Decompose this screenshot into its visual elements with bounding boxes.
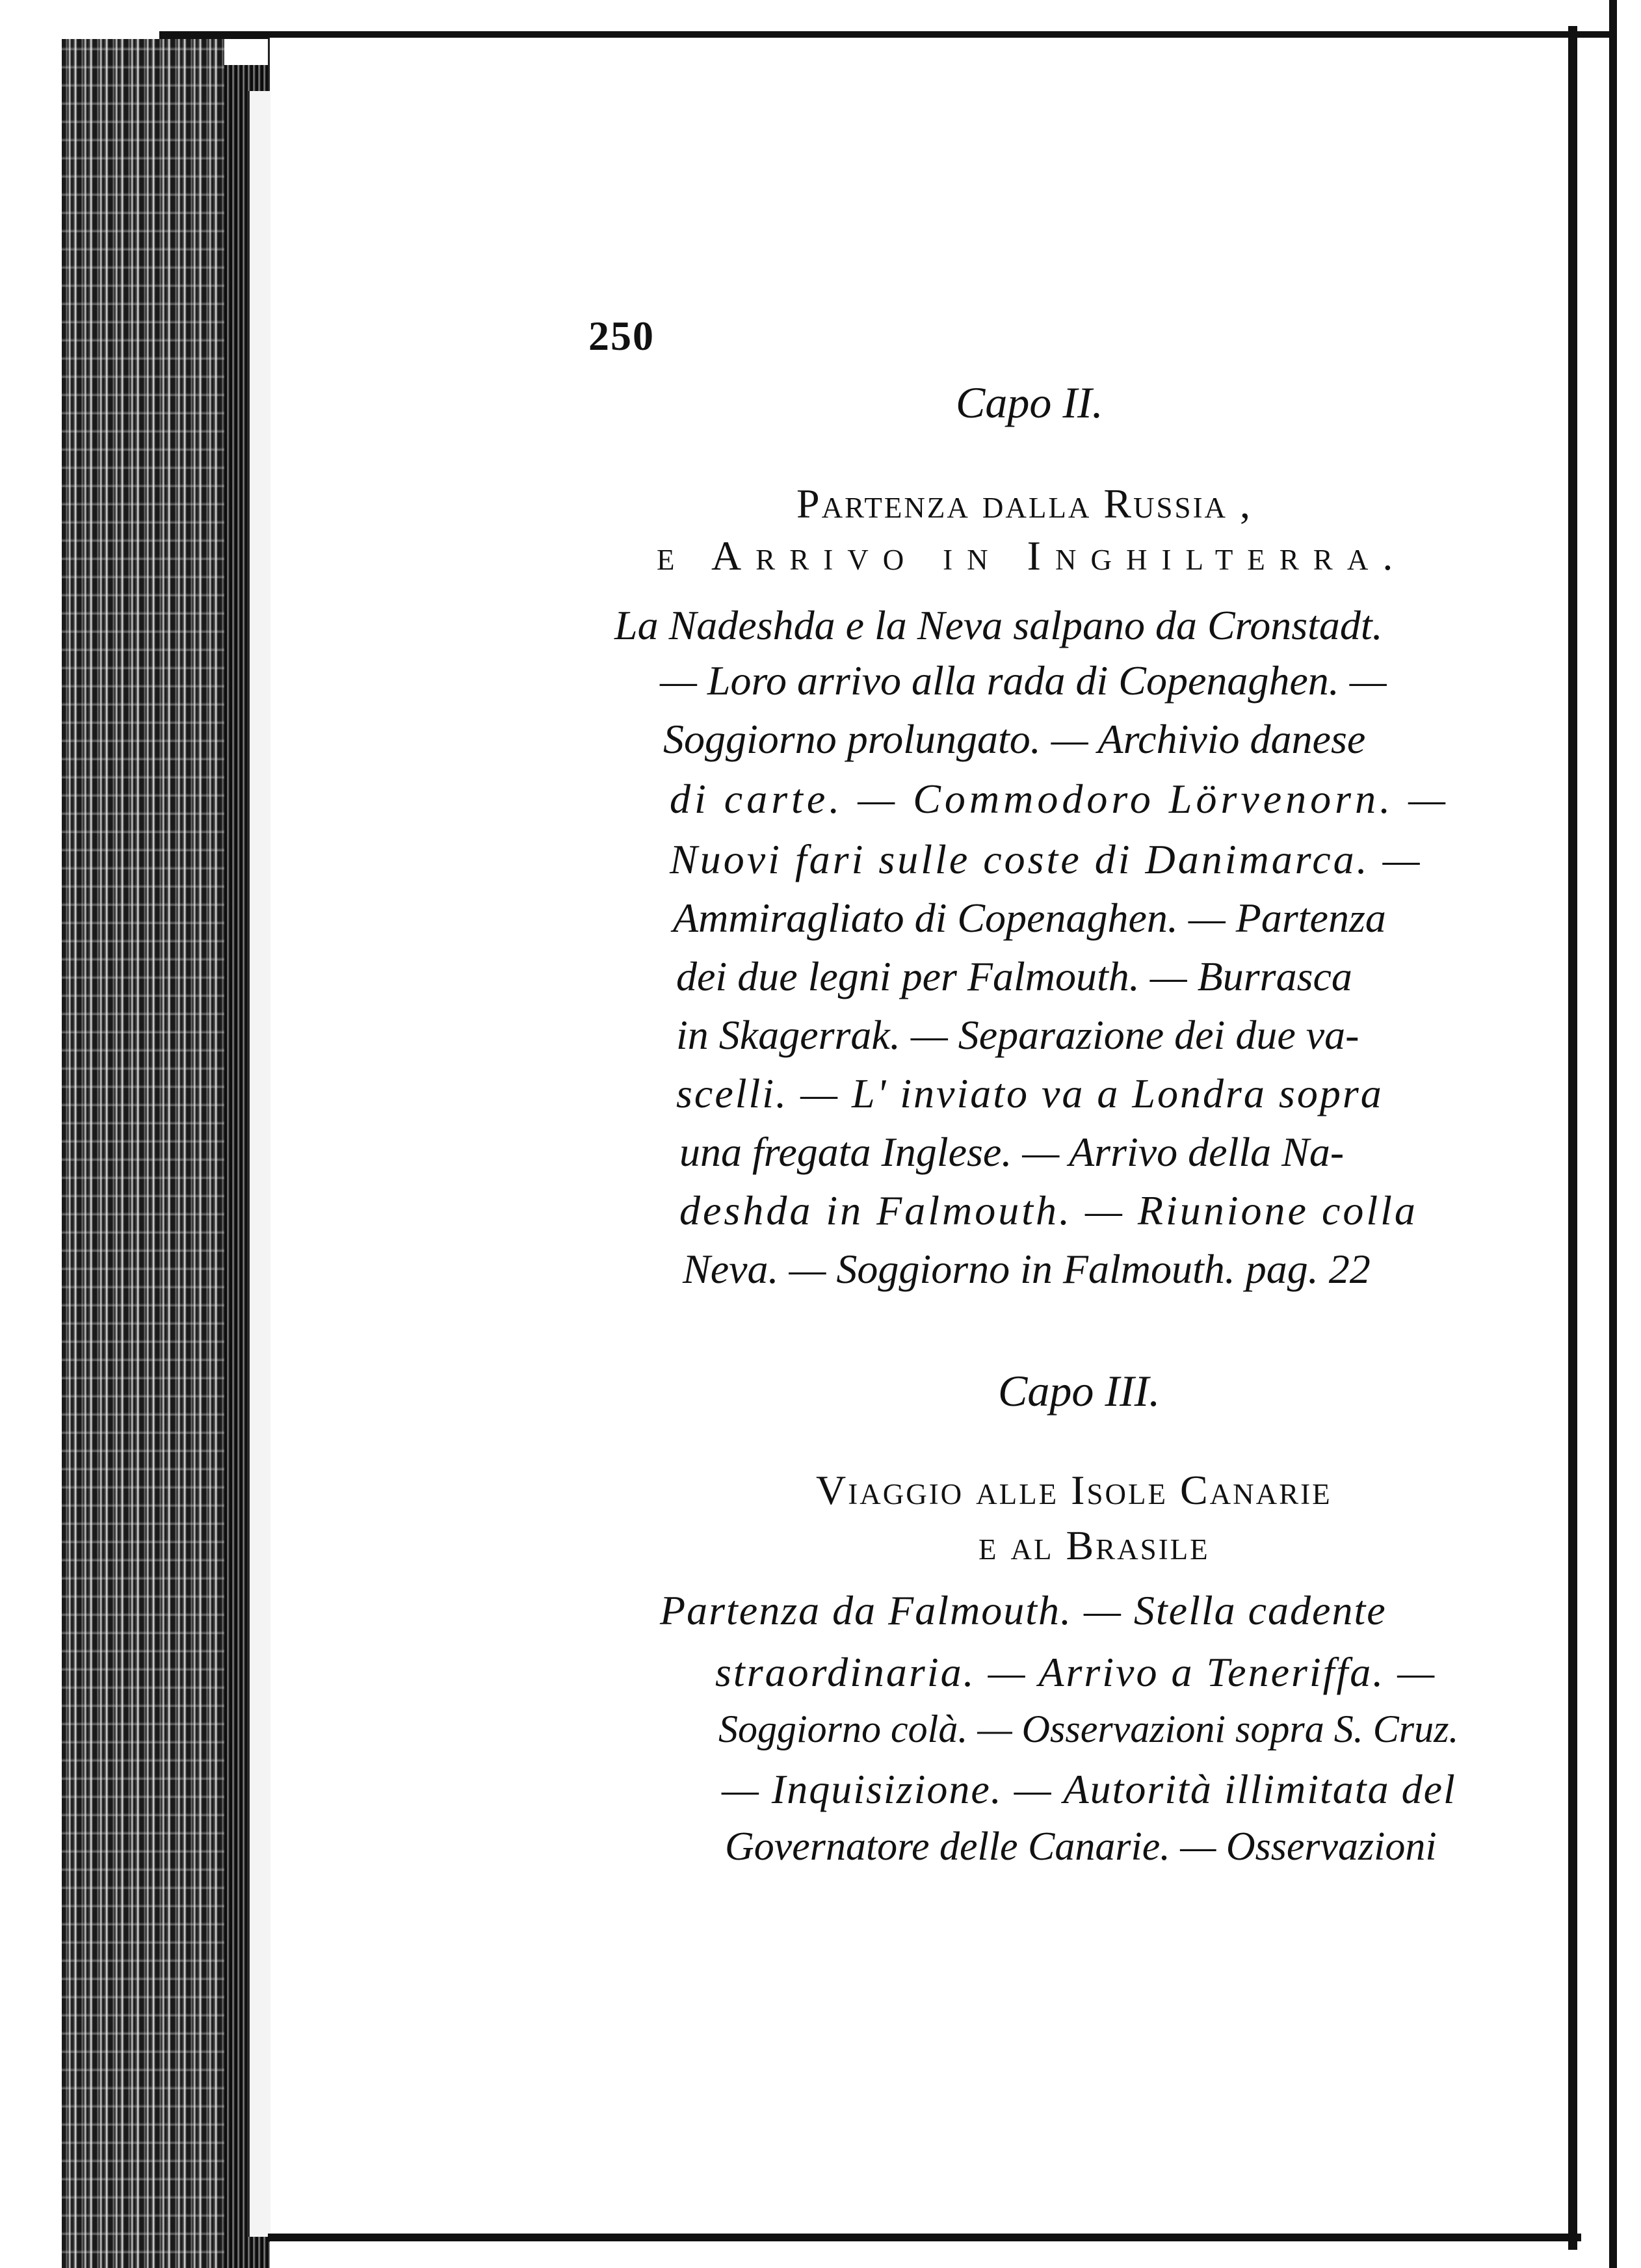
chapter-3-label: Capo III. bbox=[998, 1366, 1161, 1416]
chapter-3-line: Soggiorno colà. — Osservazioni sopra S. Cruz. bbox=[718, 1708, 1459, 1750]
page-inner-edge bbox=[247, 91, 270, 2237]
bottom-scan-border bbox=[268, 2234, 1581, 2241]
book-spine-edge bbox=[62, 39, 224, 2268]
right-page-border bbox=[1568, 26, 1577, 2250]
chapter-2-line: dei due legni per Falmouth. — Burrasca bbox=[676, 953, 1352, 999]
chapter-2-line: scelli. — L' inviato va a Londra sopra bbox=[676, 1070, 1384, 1116]
chapter-2-title-line-1: Partenza dalla Russia , bbox=[796, 481, 1253, 527]
chapter-3-title-line-1: Viaggio alle Isole Canarie bbox=[816, 1467, 1332, 1513]
chapter-2-line: deshda in Falmouth. — Riunione colla bbox=[679, 1187, 1418, 1233]
chapter-3-line: Governatore delle Canarie. — Osservazioni bbox=[725, 1825, 1437, 1869]
chapter-3-line: — Inquisizione. — Autorità illimitata del bbox=[722, 1766, 1456, 1812]
left-margin bbox=[0, 0, 62, 2268]
chapter-2-line: — Loro arrivo alla rada di Copenaghen. — bbox=[660, 657, 1387, 704]
chapter-3-line: Partenza da Falmouth. — Stella cadente bbox=[660, 1587, 1387, 1633]
chapter-3-line: straordinaria. — Arrivo a Teneriffa. — bbox=[715, 1649, 1437, 1695]
chapter-2-title-line-2: e Arrivo in Inghilterra. bbox=[657, 533, 1408, 579]
chapter-2-line: Neva. — Soggiorno in Falmouth. pag. 22 bbox=[683, 1246, 1371, 1292]
chapter-2-line: La Nadeshda e la Neva salpano da Cronstadt. bbox=[614, 602, 1383, 648]
chapter-3-title-line-2: e al Brasile bbox=[978, 1522, 1210, 1568]
page-number: 250 bbox=[588, 313, 655, 359]
chapter-2-line: Nuovi fari sulle coste di Danimarca. — bbox=[670, 836, 1423, 882]
chapter-2-line: in Skagerrak. — Separazione dei due va- bbox=[676, 1012, 1359, 1058]
chapter-2-line: Ammiragliato di Copenaghen. — Partenza bbox=[673, 895, 1386, 941]
chapter-2-line: Soggiorno prolungato. — Archivio danese bbox=[663, 716, 1366, 762]
chapter-2-line: una fregata Inglese. — Arrivo della Na- bbox=[679, 1129, 1345, 1175]
chapter-2-line: di carte. — Commodoro Lörvenorn. — bbox=[670, 776, 1449, 822]
right-scan-border bbox=[1609, 0, 1617, 2268]
chapter-2-label: Capo II. bbox=[956, 378, 1103, 427]
